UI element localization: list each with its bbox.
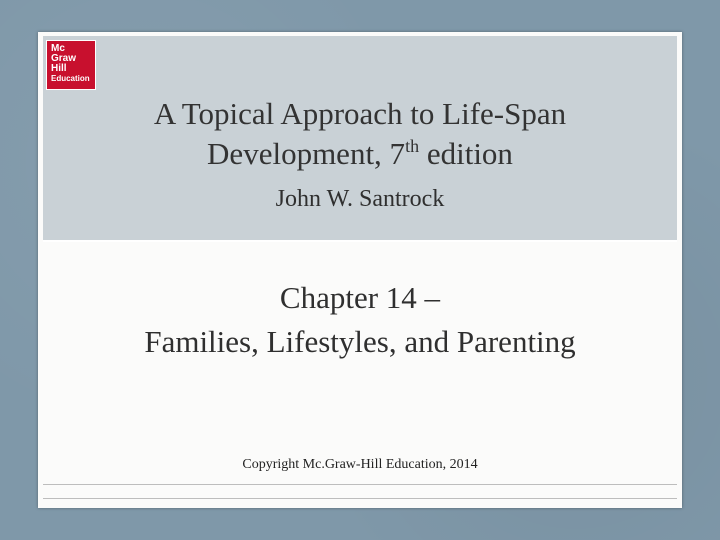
title-line-2 bbox=[43, 134, 677, 174]
footer-divider-bottom bbox=[43, 498, 677, 499]
title-line-1: A Topical Approach to Life-Span bbox=[153, 96, 567, 131]
logo-line-2: Graw bbox=[51, 53, 77, 64]
author-name: John W. Santrock bbox=[275, 186, 445, 212]
chapter-line-2: Families, Lifestyles, and Parenting bbox=[144, 324, 576, 359]
slide-title bbox=[43, 94, 677, 174]
logo-line-3: Hill bbox=[51, 63, 67, 74]
logo-line-4: Education bbox=[51, 74, 90, 83]
chapter-line-1: Chapter 14 – bbox=[279, 280, 441, 315]
title-line-2-prefix: Development, 7 bbox=[207, 136, 406, 171]
title-panel bbox=[43, 36, 677, 242]
copyright-notice: Copyright Mc.Graw-Hill Education, 2014 bbox=[242, 457, 478, 472]
chapter-title bbox=[38, 276, 682, 364]
title-superscript: th bbox=[405, 136, 420, 156]
title-line-2-suffix: edition bbox=[419, 136, 513, 171]
footer-divider-top bbox=[43, 484, 677, 485]
mcgraw-hill-education-logo bbox=[46, 40, 96, 90]
slide bbox=[38, 32, 682, 508]
logo-line-1: Mc bbox=[51, 43, 65, 54]
